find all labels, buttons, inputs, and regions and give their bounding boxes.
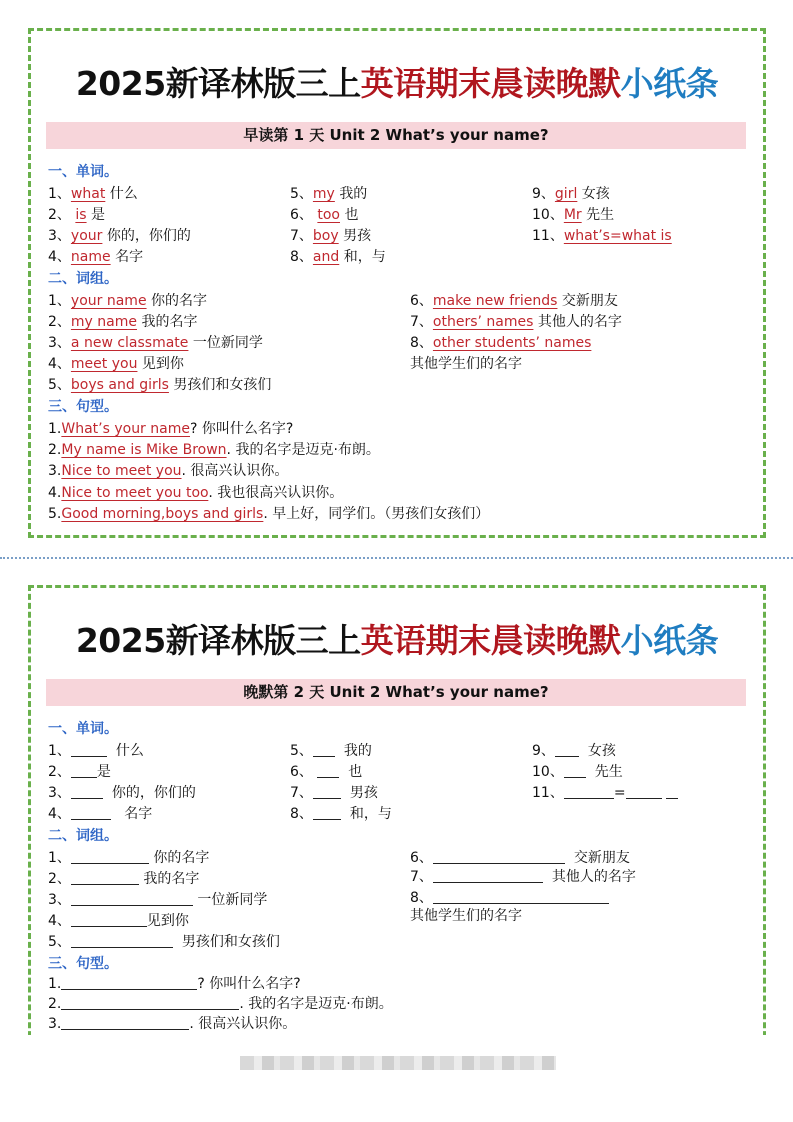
morning-reading-card (28, 28, 766, 538)
sentence-item: 3.Nice to meet you. 很高兴认识你。 (48, 463, 289, 479)
section-phrases-heading: 二、词组。 (48, 828, 118, 844)
sentence-item: 5.Good morning,boys and girls. 早上好，同学们。（男孩们女孩们） (48, 506, 490, 522)
section-sentences-heading: 三、句型。 (48, 956, 118, 972)
word-blank-item: 8、 和，与 (290, 806, 392, 822)
word-blank-item: 9、 女孩 (532, 743, 616, 759)
card-title: 2025新译林版三上英语期末晨读晚默小纸条 (75, 621, 719, 660)
section-sentences-heading: 三、句型。 (48, 399, 118, 415)
word-blank-item: 11、 = (532, 782, 678, 802)
sentence-blank-item: 3. . 很高兴认识你。 (48, 1016, 297, 1032)
word-item: 7、boy 男孩 (290, 228, 372, 244)
word-item: 6、 too 也 (290, 207, 359, 223)
word-item: 8、and 和，与 (290, 249, 386, 265)
answer-blank[interactable] (71, 806, 111, 820)
word-blank-item: 5、 我的 (290, 743, 372, 759)
word-blank-item: 7、 男孩 (290, 785, 378, 801)
answer-blank[interactable] (71, 934, 173, 948)
answer-blank[interactable] (61, 1016, 189, 1030)
answer-blank[interactable] (71, 913, 147, 927)
section-words-heading: 一、单词。 (48, 721, 118, 737)
phrase-item: 4、meet you 见到你 (48, 356, 184, 372)
answer-blank[interactable] (626, 785, 662, 799)
answer-blank[interactable] (71, 743, 107, 757)
phrase-blank-item: 7、 其他人的名字 (410, 869, 636, 885)
word-item: 4、name 名字 (48, 249, 144, 265)
word-item: 2、 is 是 (48, 207, 106, 223)
word-blank-item: 1、 什么 (48, 743, 144, 759)
answer-blank[interactable] (433, 850, 565, 864)
word-item: 1、what 什么 (48, 186, 138, 202)
evening-dictation-card (28, 585, 766, 1035)
phrase-blank-item: 4、 见到你 (48, 913, 189, 929)
phrase-blank-item: 2、 我的名字 (48, 871, 200, 887)
answer-blank[interactable] (61, 976, 197, 990)
sentence-item: 1.What’s your name? 你叫什么名字? (48, 421, 294, 437)
phrase-item: 1、your name 你的名字 (48, 293, 208, 309)
phrase-blank-item: 5、 男孩们和女孩们 (48, 934, 280, 950)
phrase-blank-item: 1、 你的名字 (48, 850, 210, 866)
answer-blank[interactable] (666, 785, 678, 799)
word-blank-item: 6、 也 (290, 764, 363, 780)
word-item: 9、girl 女孩 (532, 186, 610, 202)
sentence-blank-item: 1. ? 你叫什么名字? (48, 976, 301, 992)
phrase-blank-item: 3、 一位新同学 (48, 892, 268, 908)
day-subheading: 早读第 1 天 Unit 2 What’s your name? (46, 122, 746, 149)
answer-blank[interactable] (433, 869, 543, 883)
card-title: 2025新译林版三上英语期末晨读晚默小纸条 (75, 64, 719, 103)
section-words-heading: 一、单词。 (48, 164, 118, 180)
phrase-blank-item: 6、 交新朋友 (410, 850, 630, 866)
answer-blank[interactable] (71, 871, 139, 885)
word-blank-item: 4、 名字 (48, 806, 153, 822)
word-item: 3、your 你的，你们的 (48, 228, 191, 244)
answer-blank[interactable] (564, 764, 586, 778)
sentence-item: 2.My name is Mike Brown. 我的名字是迈克·布朗。 (48, 442, 380, 458)
word-blank-item: 2、 是 (48, 764, 111, 780)
phrase-item: 5、boys and girls 男孩们和女孩们 (48, 377, 272, 393)
answer-blank[interactable] (71, 892, 193, 906)
phrase-item: 6、make new friends 交新朋友 (410, 293, 618, 309)
answer-blank[interactable] (317, 764, 339, 778)
word-blank-item: 10、 先生 (532, 764, 623, 780)
answer-blank[interactable] (433, 890, 609, 904)
answer-blank[interactable] (313, 743, 335, 757)
word-item: 11、what’s=what is (532, 228, 672, 244)
phrase-item: 7、others’ names 其他人的名字 (410, 314, 622, 330)
phrase-item: 8、other students’ names (410, 335, 592, 351)
phrase-item-translation: 其他学生们的名字 (410, 908, 522, 924)
phrase-item: 3、a new classmate 一位新同学 (48, 335, 263, 351)
phrase-item: 2、my name 我的名字 (48, 314, 198, 330)
card-separator (0, 557, 793, 559)
word-item: 10、Mr 先生 (532, 207, 615, 223)
blurred-footer-bar (240, 1056, 556, 1070)
phrase-item-translation: 其他学生们的名字 (410, 356, 522, 372)
answer-blank[interactable] (555, 743, 579, 757)
answer-blank[interactable] (313, 806, 341, 820)
sentence-blank-item: 2. . 我的名字是迈克·布朗。 (48, 996, 393, 1012)
day-subheading: 晚默第 2 天 Unit 2 What’s your name? (46, 679, 746, 706)
answer-blank[interactable] (71, 764, 97, 778)
phrase-blank-item: 8、 (410, 887, 609, 907)
answer-blank[interactable] (313, 785, 341, 799)
answer-blank[interactable] (71, 785, 103, 799)
section-phrases-heading: 二、词组。 (48, 271, 118, 287)
answer-blank[interactable] (71, 850, 149, 864)
answer-blank[interactable] (61, 996, 239, 1010)
word-blank-item: 3、 你的，你们的 (48, 785, 196, 801)
word-item: 5、my 我的 (290, 186, 368, 202)
answer-blank[interactable] (564, 785, 614, 799)
sentence-item: 4.Nice to meet you too. 我也很高兴认识你。 (48, 485, 344, 501)
